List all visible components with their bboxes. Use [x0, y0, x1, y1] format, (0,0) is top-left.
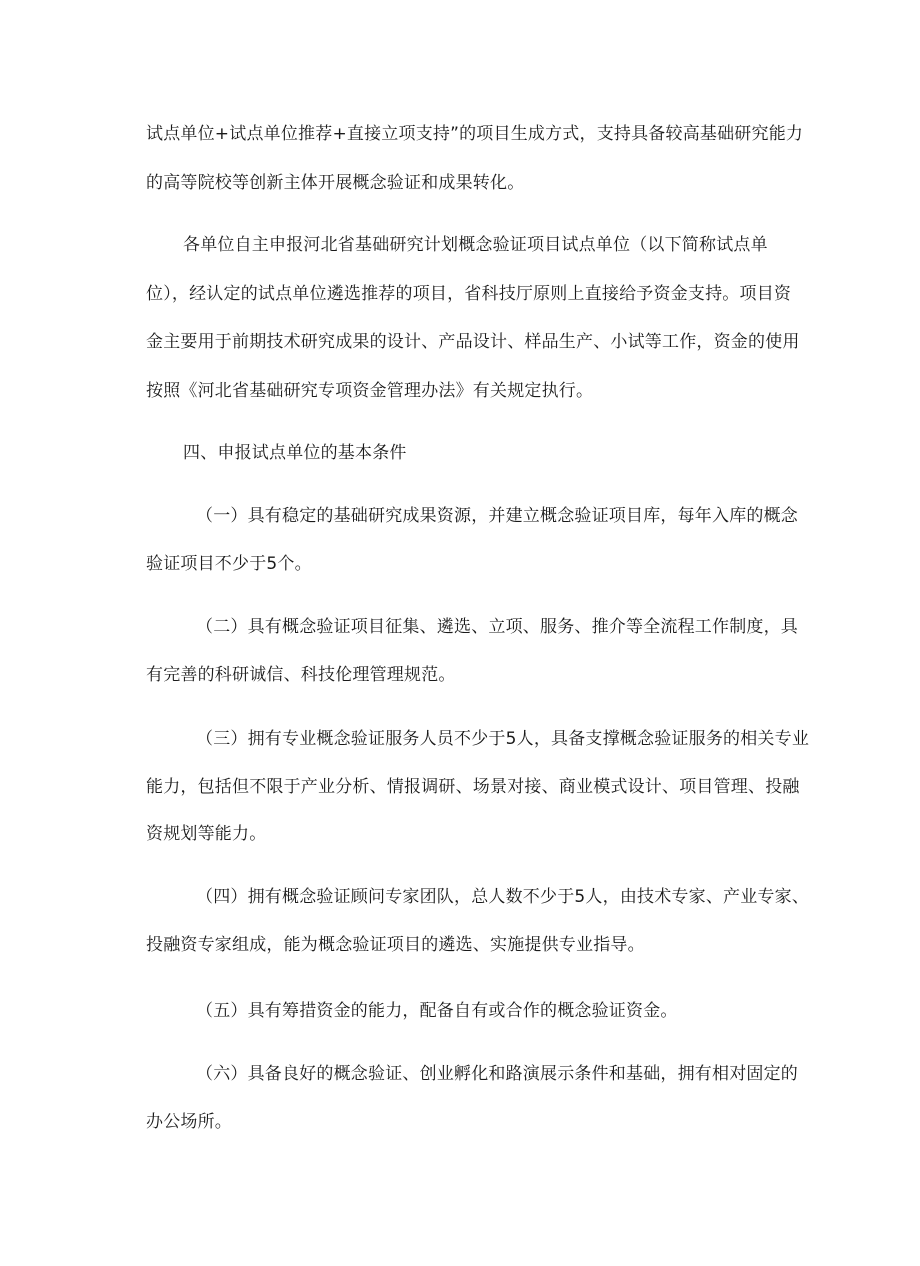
text-line: （三）拥有专业概念验证服务人员不少于5人，具备支撑概念验证服务的相关专业 — [196, 729, 810, 749]
text-line: 试点单位+试点单位推荐+直接立项支持”的项目生成方式，支持具备较高基础研究能力 — [146, 124, 804, 144]
text-line: （六）具备良好的概念验证、创业孵化和路演展示条件和基础，拥有相对固定的 — [196, 1064, 798, 1084]
text-line: 投融资专家组成，能为概念验证项目的遴选、实施提供专业指导。 — [146, 935, 645, 955]
text-line: （一）具有稳定的基础研究成果资源，并建立概念验证项目库，每年入库的概念 — [196, 506, 798, 526]
text-line: （二）具有概念验证项目征集、遴选、立项、服务、推介等全流程工作制度，具 — [196, 617, 798, 637]
text-line: 金主要用于前期技术研究成果的设计、产品设计、样品生产、小试等工作，资金的使用 — [146, 332, 800, 352]
text-line: 的高等院校等创新主体开展概念验证和成果转化。 — [146, 173, 525, 193]
text-line: 办公场所。 — [146, 1112, 232, 1132]
text-line: （四）拥有概念验证顾问专家团队，总人数不少于5人，由技术专家、产业专家、 — [196, 887, 810, 907]
text-line: 验证项目不少于5个。 — [146, 554, 312, 574]
text-line: 位），经认定的试点单位遴选推荐的项目，省科技厅原则上直接给予资金支持。项目资 — [146, 284, 792, 304]
section-heading: 四、申报试点单位的基本条件 — [183, 443, 407, 463]
text-line: 有完善的科研诚信、科技伦理管理规范。 — [146, 665, 456, 685]
text-line: 各单位自主申报河北省基础研究计划概念验证项目试点单位（以下简称试点单 — [183, 235, 768, 255]
text-line: 资规划等能力。 — [146, 824, 267, 844]
text-line: 按照《河北省基础研究专项资金管理办法》有关规定执行。 — [146, 381, 594, 401]
text-line: （五）具有筹措资金的能力，配备自有或合作的概念验证资金。 — [196, 1001, 678, 1021]
text-line: 能力，包括但不限于产业分析、情报调研、场景对接、商业模式设计、项目管理、投融 — [146, 777, 800, 797]
